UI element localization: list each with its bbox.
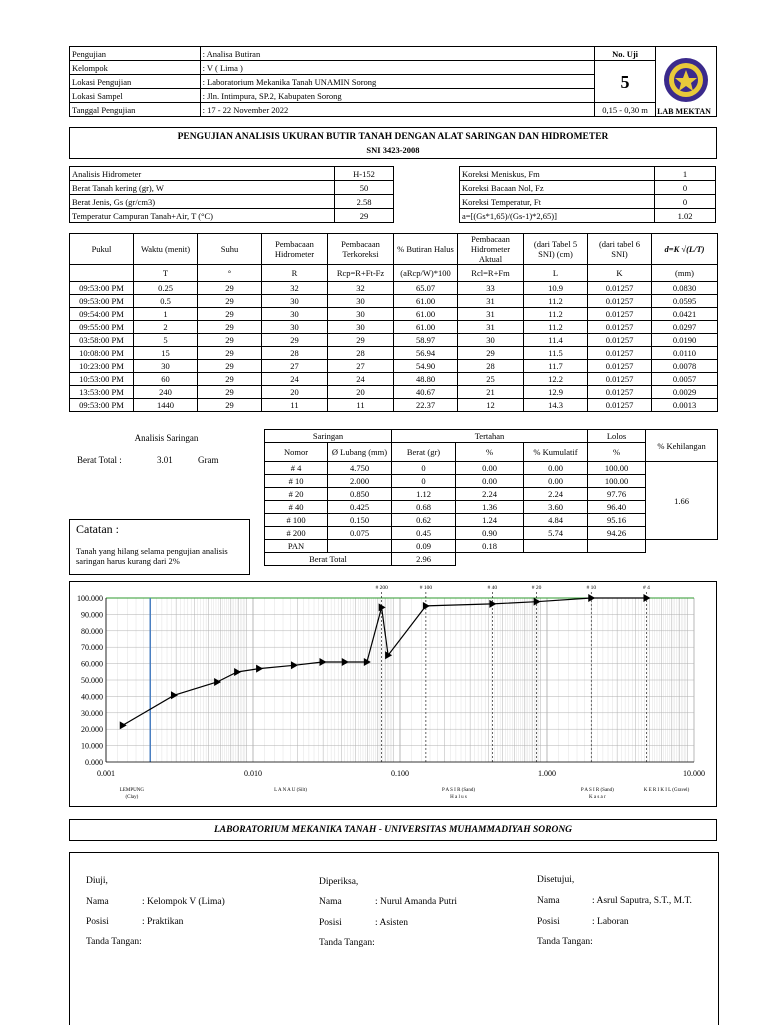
footer-lab-title: LABORATORIUM MEKANIKA TANAH - UNIVERSITAS MUHAMMADIYAH SORONG: [69, 819, 717, 841]
column-header: Ø Lubang (mm): [328, 443, 392, 462]
table-cell: 29: [262, 334, 328, 347]
unit-cell: (aRcp/W)*100: [394, 265, 458, 282]
table-cell: 0.01257: [588, 386, 652, 399]
table-cell: 0.0190: [652, 334, 718, 347]
table-cell: 0.850: [328, 488, 392, 501]
zone-label: K E R I K I L (Gravel): [643, 788, 690, 793]
sig-pos: : Asisten: [375, 918, 408, 928]
unit-cell: (mm): [652, 265, 718, 282]
table-cell: # 200: [265, 527, 328, 540]
param-value: 0: [655, 195, 716, 209]
table-cell: 30: [458, 334, 524, 347]
table-cell: 30: [262, 295, 328, 308]
table-cell: 25: [458, 373, 524, 386]
data-point-marker: [423, 602, 430, 610]
gradation-curve: [123, 598, 647, 725]
table-cell: 28: [458, 360, 524, 373]
header-value: : 17 - 22 November 2022: [200, 103, 595, 117]
berat-total-label: Berat Total :: [77, 455, 122, 465]
table-row: [70, 360, 718, 373]
header-value: : Analisa Butiran: [200, 47, 595, 61]
sieve-marker-label: # 200: [375, 585, 388, 591]
catatan-title: Catatan :: [76, 522, 119, 536]
zone-sublabel: (Clay): [125, 795, 139, 800]
table-cell: 48.80: [394, 373, 458, 386]
sig-name: : Kelompok V (Lima): [142, 897, 225, 907]
y-tick-label: 40.000: [81, 692, 103, 702]
table-cell: 1.12: [392, 488, 456, 501]
table-cell: 30: [328, 295, 394, 308]
param-value: 2.58: [335, 195, 394, 209]
table-cell: 29: [198, 282, 262, 295]
column-header: (dari Tabel 5 SNI) (cm): [524, 234, 588, 265]
zone-label: L A N A U (Silt): [274, 788, 307, 793]
sig-sign-label: Tanda Tangan:: [86, 937, 142, 947]
table-cell: 13:53:00 PM: [70, 386, 134, 399]
header-label: Lokasi Pengujian: [70, 75, 201, 89]
column-header: (dari tabel 6 SNI): [588, 234, 652, 265]
table-cell: 5.74: [524, 527, 588, 540]
table-cell: 0.68: [392, 501, 456, 514]
params-right-table: [459, 166, 716, 223]
table-cell: 12: [458, 399, 524, 412]
y-tick-label: 50.000: [81, 676, 103, 685]
y-tick-label: 10.000: [81, 741, 103, 751]
y-tick-label: 90.000: [81, 610, 103, 620]
column-header: Nomor: [265, 443, 328, 462]
no-uji-label: No. Uji: [595, 47, 655, 61]
data-point-marker: [171, 691, 178, 699]
table-cell: 29: [198, 347, 262, 360]
data-point-marker: [489, 600, 496, 608]
data-point-marker: [120, 721, 127, 729]
column-header: % Butiran Halus: [394, 234, 458, 265]
page-title: PENGUJIAN ANALISIS UKURAN BUTIR TANAH DENGAN ALAT SARINGAN DAN HIDROMETER: [177, 132, 609, 142]
table-cell: 0.62: [392, 514, 456, 527]
table-cell: 12.2: [524, 373, 588, 386]
table-cell: 31: [458, 308, 524, 321]
no-uji-value: 5: [595, 61, 655, 103]
x-tick-label: 10.000: [683, 769, 705, 778]
y-tick-label: 100.000: [77, 594, 103, 603]
header-label: Tanggal Pengujian: [70, 103, 201, 117]
table-cell: 5: [134, 334, 198, 347]
table-cell: 11.2: [524, 321, 588, 334]
table-cell: 56.94: [394, 347, 458, 360]
sieve-marker-label: # 4: [643, 585, 650, 591]
table-cell: # 4: [265, 462, 328, 475]
header-label: Lokasi Sampel: [70, 89, 201, 103]
table-cell: 0.01257: [588, 373, 652, 386]
table-cell: 4.750: [328, 462, 392, 475]
table-cell: 09:55:00 PM: [70, 321, 134, 334]
sig-name: : Asrul Saputra, S.T., M.T.: [592, 896, 692, 906]
column-header: Pukul: [70, 234, 134, 265]
param-label: Berat Tanah kering (gr), W: [70, 181, 335, 195]
table-cell: 29: [198, 308, 262, 321]
table-cell: 1.36: [456, 501, 524, 514]
table-cell: 0.00: [524, 462, 588, 475]
table-row: [70, 334, 718, 347]
table-cell: 30: [328, 321, 394, 334]
table-cell: 240: [134, 386, 198, 399]
table-cell: 0.0078: [652, 360, 718, 373]
group-header: Saringan: [265, 430, 392, 443]
table-cell: 29: [328, 334, 394, 347]
table-cell: 0.00: [524, 475, 588, 488]
table-cell: 24: [328, 373, 394, 386]
group-header: Lolos: [588, 430, 646, 443]
table-cell: 100.00: [588, 475, 646, 488]
data-point-marker: [234, 668, 241, 676]
berat-total-unit: Gram: [198, 455, 219, 465]
title-box: [69, 127, 717, 159]
table-cell: 30: [262, 321, 328, 334]
table-cell: 0.0297: [652, 321, 718, 334]
signature-area: [69, 852, 719, 1025]
sig-sign-label: Tanda Tangan:: [319, 938, 375, 948]
column-header: d=K √(L/T): [652, 234, 718, 265]
column-header: Pembacaan Hidrometer Aktual: [458, 234, 524, 265]
unit-cell: L: [524, 265, 588, 282]
table-cell: 15: [134, 347, 198, 360]
table-cell: 97.76: [588, 488, 646, 501]
column-header: Pembacaan Hidrometer: [262, 234, 328, 265]
unit-cell: Rcl=R+Fm: [458, 265, 524, 282]
table-cell: 0.425: [328, 501, 392, 514]
table-row: [70, 386, 718, 399]
unit-cell: R: [262, 265, 328, 282]
table-cell: 0.0595: [652, 295, 718, 308]
param-value: 1: [655, 167, 716, 181]
unit-cell: [70, 265, 134, 282]
table-cell: 24: [262, 373, 328, 386]
table-cell: 20: [262, 386, 328, 399]
sig-name-label: Nama: [537, 896, 560, 906]
table-cell: 0.01257: [588, 399, 652, 412]
param-value: H-152: [335, 167, 394, 181]
table-cell: 27: [328, 360, 394, 373]
param-label: Koreksi Bacaan Nol, Fz: [460, 181, 655, 195]
table-cell: # 40: [265, 501, 328, 514]
y-tick-label: 60.000: [81, 659, 103, 669]
table-cell: 10:08:00 PM: [70, 347, 134, 360]
zone-sublabel: H a l u s: [450, 795, 467, 800]
table-cell: 0.0110: [652, 347, 718, 360]
table-cell: 10:53:00 PM: [70, 373, 134, 386]
table-cell: 58.97: [394, 334, 458, 347]
unit-cell: Rcp=R+Ft-Fz: [328, 265, 394, 282]
table-cell: 33: [458, 282, 524, 295]
table-cell: 0.0029: [652, 386, 718, 399]
unit-cell: K: [588, 265, 652, 282]
table-cell: 11.2: [524, 295, 588, 308]
table-cell: 2.24: [524, 488, 588, 501]
table-cell: 30: [134, 360, 198, 373]
table-cell: 27: [262, 360, 328, 373]
table-cell: 54.90: [394, 360, 458, 373]
table-cell: 14.3: [524, 399, 588, 412]
table-cell: 0.01257: [588, 321, 652, 334]
depth-value: 0,15 - 0,30 m: [595, 103, 655, 117]
table-cell: 0.45: [392, 527, 456, 540]
data-point-marker: [588, 594, 595, 602]
sig-pos: : Praktikan: [142, 917, 184, 927]
table-cell: 29: [198, 334, 262, 347]
table-cell: 11.5: [524, 347, 588, 360]
sieve-marker-label: # 40: [487, 585, 498, 591]
table-cell: 28: [328, 347, 394, 360]
header-label: Pengujian: [70, 47, 201, 61]
group-header: Tertahan: [392, 430, 588, 443]
zone-label: P A S I R (Sand): [441, 788, 476, 793]
table-cell: 0.0830: [652, 282, 718, 295]
table-cell: 30: [262, 308, 328, 321]
table-cell: 2.24: [456, 488, 524, 501]
table-cell: 31: [458, 321, 524, 334]
sig-heading: Diuji,: [86, 876, 108, 886]
table-cell: 21: [458, 386, 524, 399]
param-value: 1.02: [655, 209, 716, 223]
param-label: Analisis Hidrometer: [70, 167, 335, 181]
data-point-marker: [534, 598, 541, 606]
y-tick-label: 70.000: [81, 643, 103, 653]
header-value: : Laboratorium Mekanika Tanah UNAMIN Sorong: [200, 75, 595, 89]
table-cell: 0.01257: [588, 347, 652, 360]
pan-weight: 0.09: [392, 540, 456, 553]
table-cell: 0.0013: [652, 399, 718, 412]
kehilangan-header: % Kehilangan: [646, 430, 718, 462]
table-cell: 1440: [134, 399, 198, 412]
param-label: Koreksi Temperatur, Ft: [460, 195, 655, 209]
sig-pos-label: Posisi: [86, 917, 109, 927]
table-cell: 0.01257: [588, 295, 652, 308]
page-subtitle: SNI 3423-2008: [366, 145, 420, 155]
header-table: [69, 46, 717, 117]
sig-pos: : Laboran: [592, 917, 629, 927]
hydrometer-table: [69, 233, 718, 412]
sieve-analysis-title: Analisis Saringan: [134, 433, 199, 443]
table-cell: 11: [262, 399, 328, 412]
table-cell: 29: [198, 360, 262, 373]
table-cell: 11.4: [524, 334, 588, 347]
table-cell: 0.25: [134, 282, 198, 295]
table-cell: 20: [328, 386, 394, 399]
table-cell: 03:58:00 PM: [70, 334, 134, 347]
x-tick-label: 0.001: [97, 769, 115, 778]
table-row: [70, 282, 718, 295]
table-cell: 32: [262, 282, 328, 295]
table-cell: 0.075: [328, 527, 392, 540]
table-cell: 29: [198, 386, 262, 399]
table-cell: 30: [328, 308, 394, 321]
column-header: Berat (gr): [392, 443, 456, 462]
table-row: [70, 347, 718, 360]
sig-name: : Nurul Amanda Putri: [375, 897, 458, 907]
column-header: %: [588, 443, 646, 462]
y-tick-label: 30.000: [81, 708, 103, 718]
y-tick-label: 20.000: [81, 725, 103, 735]
unit-cell: T: [134, 265, 198, 282]
column-header: %: [456, 443, 524, 462]
header-value: : Jln. Intimpura, SP.2, Kabupaten Sorong: [200, 89, 595, 103]
table-cell: 0.90: [456, 527, 524, 540]
table-cell: 96.40: [588, 501, 646, 514]
column-header: % Kumulatif: [524, 443, 588, 462]
lab-label: LAB MEKTAN: [657, 107, 711, 116]
param-value: 50: [335, 181, 394, 195]
table-cell: 3.60: [524, 501, 588, 514]
sig-name-label: Nama: [319, 897, 342, 907]
table-row: [70, 399, 718, 412]
sig-heading: Diperiksa,: [319, 877, 359, 887]
zone-sublabel: K a s a r: [589, 795, 606, 800]
pan-percent: 0.18: [456, 540, 524, 553]
table-cell: 11: [328, 399, 394, 412]
column-header: Waktu (menit): [134, 234, 198, 265]
table-cell: 22.37: [394, 399, 458, 412]
sieve-table: [264, 429, 718, 566]
table-row: [70, 321, 718, 334]
logo-cell: [655, 47, 716, 117]
table-cell: 29: [458, 347, 524, 360]
table-cell: 61.00: [394, 308, 458, 321]
table-cell: 0.0421: [652, 308, 718, 321]
x-tick-label: 0.010: [244, 769, 262, 778]
x-tick-label: 1.000: [538, 769, 556, 778]
total-value: 2.96: [392, 553, 456, 566]
y-tick-label: 80.000: [81, 626, 103, 636]
param-label: Temperatur Campuran Tanah+Air, T (°C): [70, 209, 335, 223]
unit-cell: °: [198, 265, 262, 282]
sieve-marker-label: # 100: [419, 585, 433, 591]
zone-label: LEMPUNG: [119, 788, 144, 793]
param-value: 0: [655, 181, 716, 195]
data-point-marker: [291, 661, 298, 669]
data-point-marker: [256, 665, 263, 673]
table-cell: 29: [198, 373, 262, 386]
table-cell: 31: [458, 295, 524, 308]
chart-svg: [70, 582, 716, 806]
table-cell: 0.00: [456, 462, 524, 475]
zone-label: P A S I R (Sand): [580, 788, 614, 793]
table-cell: 0: [392, 462, 456, 475]
sig-pos-label: Posisi: [319, 918, 342, 928]
table-cell: 1.24: [456, 514, 524, 527]
catatan-box: [69, 519, 250, 575]
sieve-marker-label: # 20: [531, 585, 542, 591]
header-value: : V ( Lima ): [200, 61, 595, 75]
table-cell: 40.67: [394, 386, 458, 399]
kehilangan-value: 1.66: [646, 462, 718, 540]
sig-name-label: Nama: [86, 897, 109, 907]
table-cell: 32: [328, 282, 394, 295]
table-row: [70, 373, 718, 386]
table-cell: 94.26: [588, 527, 646, 540]
sig-sign-label: Tanda Tangan:: [537, 937, 593, 947]
table-row: [70, 308, 718, 321]
column-header: Suhu: [198, 234, 262, 265]
berat-total-value: 3.01: [157, 455, 173, 465]
table-cell: # 10: [265, 475, 328, 488]
table-cell: 4.84: [524, 514, 588, 527]
pan-label: PAN: [265, 540, 328, 553]
table-cell: # 100: [265, 514, 328, 527]
table-cell: 29: [198, 399, 262, 412]
param-label: a=[(Gs*1,65)/(Gs-1)*2,65)]: [460, 209, 655, 223]
param-label: Koreksi Meniskus, Fm: [460, 167, 655, 181]
x-tick-label: 0.100: [391, 769, 409, 778]
table-cell: 0.01257: [588, 282, 652, 295]
table-cell: 0.0057: [652, 373, 718, 386]
table-cell: 0.01257: [588, 360, 652, 373]
table-cell: 2.000: [328, 475, 392, 488]
table-row: [70, 295, 718, 308]
table-cell: 100.00: [588, 462, 646, 475]
header-label: Kelompok: [70, 61, 201, 75]
table-cell: 0.00: [456, 475, 524, 488]
sig-heading: Disetujui,: [537, 875, 575, 885]
table-cell: 65.07: [394, 282, 458, 295]
sieve-marker-label: # 10: [586, 585, 597, 591]
grain-size-chart: [69, 581, 717, 807]
param-value: 29: [335, 209, 394, 223]
table-cell: 0.5: [134, 295, 198, 308]
university-seal-icon: [658, 55, 714, 105]
table-cell: 29: [198, 295, 262, 308]
param-label: Berat Jenis, Gs (gr/cm3): [70, 195, 335, 209]
catatan-text: Tanah yang hilang selama pengujian analisis saringan harus kurang dari 2%: [76, 546, 228, 566]
table-cell: 61.00: [394, 321, 458, 334]
total-label: Berat Total: [265, 553, 392, 566]
table-cell: 0: [392, 475, 456, 488]
table-cell: 11.2: [524, 308, 588, 321]
table-cell: 0.01257: [588, 308, 652, 321]
table-cell: 29: [198, 321, 262, 334]
table-cell: 28: [262, 347, 328, 360]
table-cell: # 20: [265, 488, 328, 501]
table-cell: 61.00: [394, 295, 458, 308]
column-header: Pembacaan Terkoreksi: [328, 234, 394, 265]
params-left-table: [69, 166, 394, 223]
table-cell: 2: [134, 321, 198, 334]
data-point-marker: [385, 651, 392, 659]
table-cell: 0.01257: [588, 334, 652, 347]
table-cell: 09:53:00 PM: [70, 282, 134, 295]
table-cell: 12.9: [524, 386, 588, 399]
table-cell: 0.150: [328, 514, 392, 527]
table-cell: 60: [134, 373, 198, 386]
y-tick-label: 0.000: [85, 758, 103, 767]
sig-pos-label: Posisi: [537, 917, 560, 927]
table-cell: 1: [134, 308, 198, 321]
table-row: [265, 462, 718, 475]
table-cell: 09:53:00 PM: [70, 295, 134, 308]
data-point-marker: [214, 678, 221, 686]
table-cell: 10:23:00 PM: [70, 360, 134, 373]
table-cell: 09:53:00 PM: [70, 399, 134, 412]
table-cell: 95.16: [588, 514, 646, 527]
table-cell: 09:54:00 PM: [70, 308, 134, 321]
table-cell: 10.9: [524, 282, 588, 295]
table-cell: 11.7: [524, 360, 588, 373]
